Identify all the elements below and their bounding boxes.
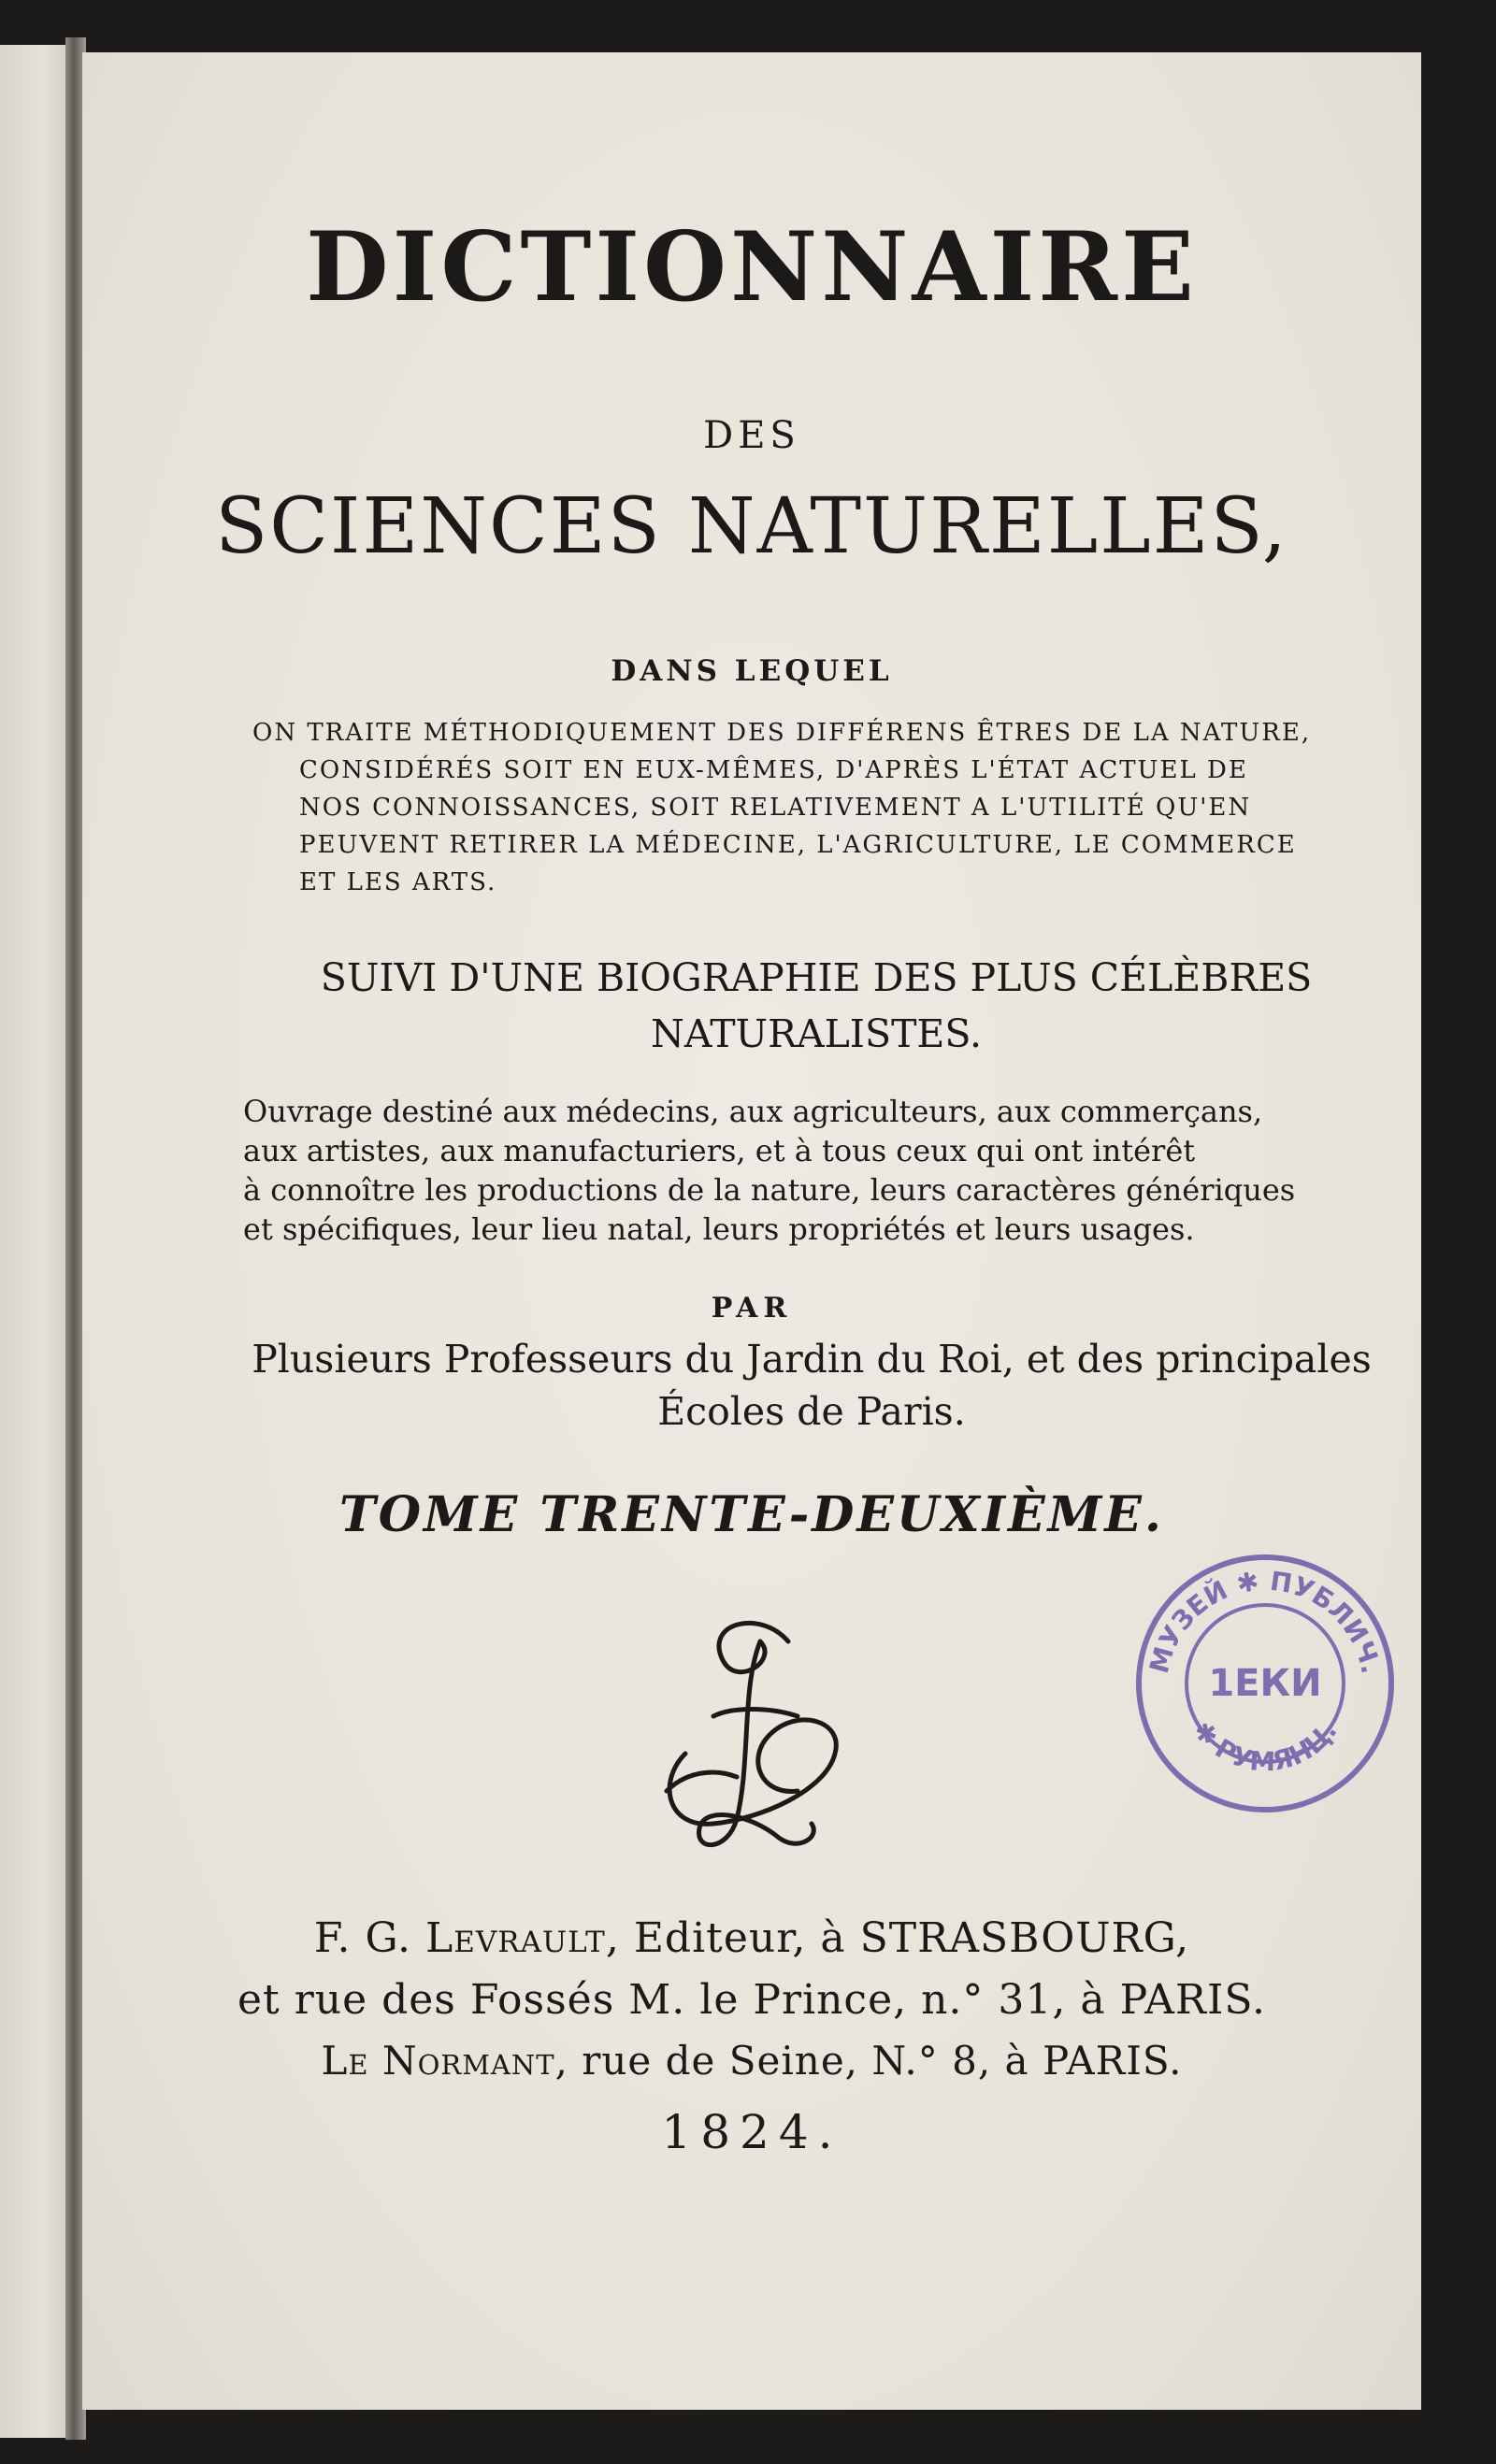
stamp-bottom-text: ✱ РУМЯНЦ. — [1187, 1715, 1344, 1778]
authors-block — [241, 1333, 1382, 1438]
publisher-monogram-icon — [648, 1604, 863, 1866]
facing-page-edge — [0, 45, 73, 2438]
title-page — [82, 52, 1421, 2410]
biography-line-1: SUIVI D'UNE BIOGRAPHIE DES PLUS CÉLÈBRES — [320, 955, 1313, 1000]
biography-subtitle — [241, 950, 1391, 1062]
description-block — [252, 714, 1374, 901]
publisher-line-3 — [82, 2038, 1421, 2084]
audience-paragraph — [243, 1092, 1374, 1249]
description-line: ON TRAITE MÉTHODIQUEMENT DES DIFFÉRENS ÊTRES DE LA NATURE, — [252, 719, 1312, 747]
authors-line-1: Plusieurs Professeurs du Jardin du Roi, et des principales — [252, 1337, 1372, 1382]
publication-year: 1824. — [661, 2105, 842, 2159]
audience-line: à connoître les productions de la nature, leurs caractères génériques — [243, 1172, 1296, 1208]
audience-line: Ouvrage destiné aux médecins, aux agriculteurs, aux commerçans, — [243, 1094, 1263, 1129]
audience-line: aux artistes, aux manufacturiers, et à tous ceux qui ont intérêt — [243, 1133, 1196, 1168]
title-des: DES — [703, 414, 800, 457]
description-line: NOS CONNOISSANCES, SOIT RELATIVEMENT A L'UTILITÉ QU'EN — [299, 794, 1252, 822]
authors-line-2: Écoles de Paris. — [657, 1389, 966, 1434]
title-main: DICTIONNAIRE — [306, 211, 1198, 323]
description-intro: DANS LEQUEL — [611, 654, 893, 688]
stamp-top-text: МУЗЕЙ ✱ ПУБЛИЧ. — [1143, 1565, 1387, 1677]
publisher-name-levrault: F. G. Levrault — [313, 1914, 606, 1962]
publisher-line-2: et rue des Fossés M. le Prince, n.° 31, à PARIS. — [237, 1976, 1266, 2024]
publisher-line-1 — [82, 1914, 1421, 1962]
authors-par: PAR — [711, 1292, 793, 1325]
library-stamp-icon — [1129, 1548, 1401, 1819]
description-line: CONSIDÉRÉS SOIT EN EUX-MÊMES, D'APRÈS L'ÉTAT ACTUEL DE — [299, 756, 1248, 784]
volume-title: TOME TRENTE-DEUXIÈME. — [339, 1486, 1164, 1543]
title-subject: SCIENCES NATURELLES, — [215, 482, 1288, 571]
stamp-center-text: 1ЕКИ — [1208, 1662, 1322, 1705]
audience-line: et spécifiques, leur lieu natal, leurs propriétés et leurs usages. — [243, 1211, 1195, 1247]
description-line: ET LES ARTS. — [299, 868, 497, 896]
description-line: PEUVENT RETIRER LA MÉDECINE, L'AGRICULTURE, LE COMMERCE — [299, 831, 1297, 859]
biography-line-2: NATURALISTES. — [650, 1011, 983, 1056]
svg-text:МУЗЕЙ ✱ ПУБЛИЧ. — [1144, 1566, 1387, 1677]
publisher-line-3-rest: , rue de Seine, N.° 8, à PARIS. — [554, 2038, 1183, 2084]
publisher-line-1-rest: , Editeur, à STRASBOURG, — [605, 1914, 1190, 1962]
svg-text:✱ РУМЯНЦ. — [1187, 1715, 1343, 1777]
publisher-name-normant: Le Normant — [321, 2038, 555, 2084]
